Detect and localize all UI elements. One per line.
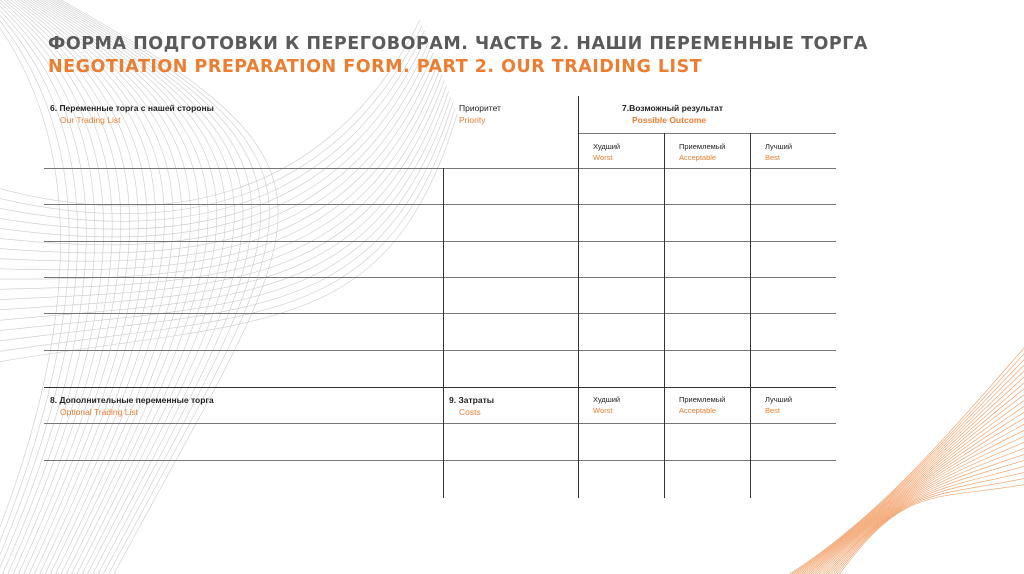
optional-trading-list-header: 8. Дополнительные переменные торга Optional Trading List bbox=[50, 395, 214, 417]
mesh-line-left bbox=[0, 0, 164, 574]
mesh-line-left bbox=[0, 0, 61, 574]
worst-header: Худший Worst bbox=[593, 142, 621, 162]
mesh-line-left bbox=[4, 0, 208, 574]
priority-header: Приоритет Priority bbox=[459, 103, 501, 125]
worst-header-2: Худший Worst bbox=[593, 395, 621, 415]
mesh-line-left-cross bbox=[0, 59, 435, 262]
page-title bbox=[48, 33, 988, 79]
row-divider bbox=[44, 277, 836, 278]
mesh-line-right bbox=[802, 389, 1024, 574]
mesh-line-left bbox=[0, 0, 112, 574]
row-divider bbox=[44, 168, 836, 169]
mesh-line-left-cross bbox=[0, 92, 449, 324]
row-divider bbox=[44, 460, 836, 461]
mesh-line-left bbox=[15, 0, 243, 574]
column-divider bbox=[664, 133, 665, 498]
mesh-line-left bbox=[0, 0, 191, 574]
row-divider bbox=[44, 204, 836, 205]
mesh-line-left bbox=[0, 0, 130, 574]
possible-outcome-header: 7.Возможный результат Possible Outcome bbox=[622, 103, 724, 125]
trading-list-header: 6. Переменные торга с нашей стороны Our Trading List bbox=[50, 103, 214, 125]
mesh-line-right bbox=[785, 343, 1024, 574]
mesh-line-right bbox=[790, 356, 1024, 574]
mesh-line-left bbox=[17, 0, 252, 574]
row-divider bbox=[578, 133, 836, 134]
mesh-line-left bbox=[7, 0, 217, 574]
title-russian: ФОРМА ПОДГОТОВКИ К ПЕРЕГОВОРАМ. ЧАСТЬ 2. НАШИ ПЕРЕМЕННЫЕ ТОРГА bbox=[48, 34, 868, 54]
best-header: Лучший Best bbox=[765, 142, 793, 162]
mesh-line-right bbox=[782, 337, 1024, 574]
best-header-2: Лучший Best bbox=[765, 395, 793, 415]
row-divider bbox=[44, 423, 836, 424]
mesh-line-left-cross bbox=[0, 108, 455, 356]
acceptable-header: Приемлемый Acceptable bbox=[679, 142, 726, 162]
row-divider bbox=[44, 350, 836, 351]
mesh-line-left bbox=[12, 0, 234, 574]
mesh-line-right bbox=[826, 455, 1024, 574]
mesh-line-right bbox=[792, 363, 1024, 574]
row-divider bbox=[44, 313, 836, 314]
mesh-line-left-cross bbox=[0, 70, 440, 280]
mesh-line-left bbox=[25, 0, 278, 574]
acceptable-header-2: Приемлемый Acceptable bbox=[679, 395, 726, 415]
column-divider bbox=[443, 168, 444, 498]
section-divider bbox=[44, 387, 836, 388]
column-divider bbox=[750, 133, 751, 498]
column-divider bbox=[578, 96, 579, 498]
mesh-line-left bbox=[22, 0, 269, 574]
row-divider bbox=[44, 241, 836, 242]
mesh-line-left bbox=[0, 0, 104, 574]
mesh-line-right bbox=[816, 429, 1024, 574]
mesh-line-right bbox=[809, 409, 1024, 574]
title-english: NEGOTIATION PREPARATION FORM. PART 2. OUR TRAIDING LIST bbox=[48, 57, 703, 77]
mesh-line-right bbox=[780, 330, 1024, 574]
costs-header: 9. Затраты Costs bbox=[449, 395, 495, 417]
